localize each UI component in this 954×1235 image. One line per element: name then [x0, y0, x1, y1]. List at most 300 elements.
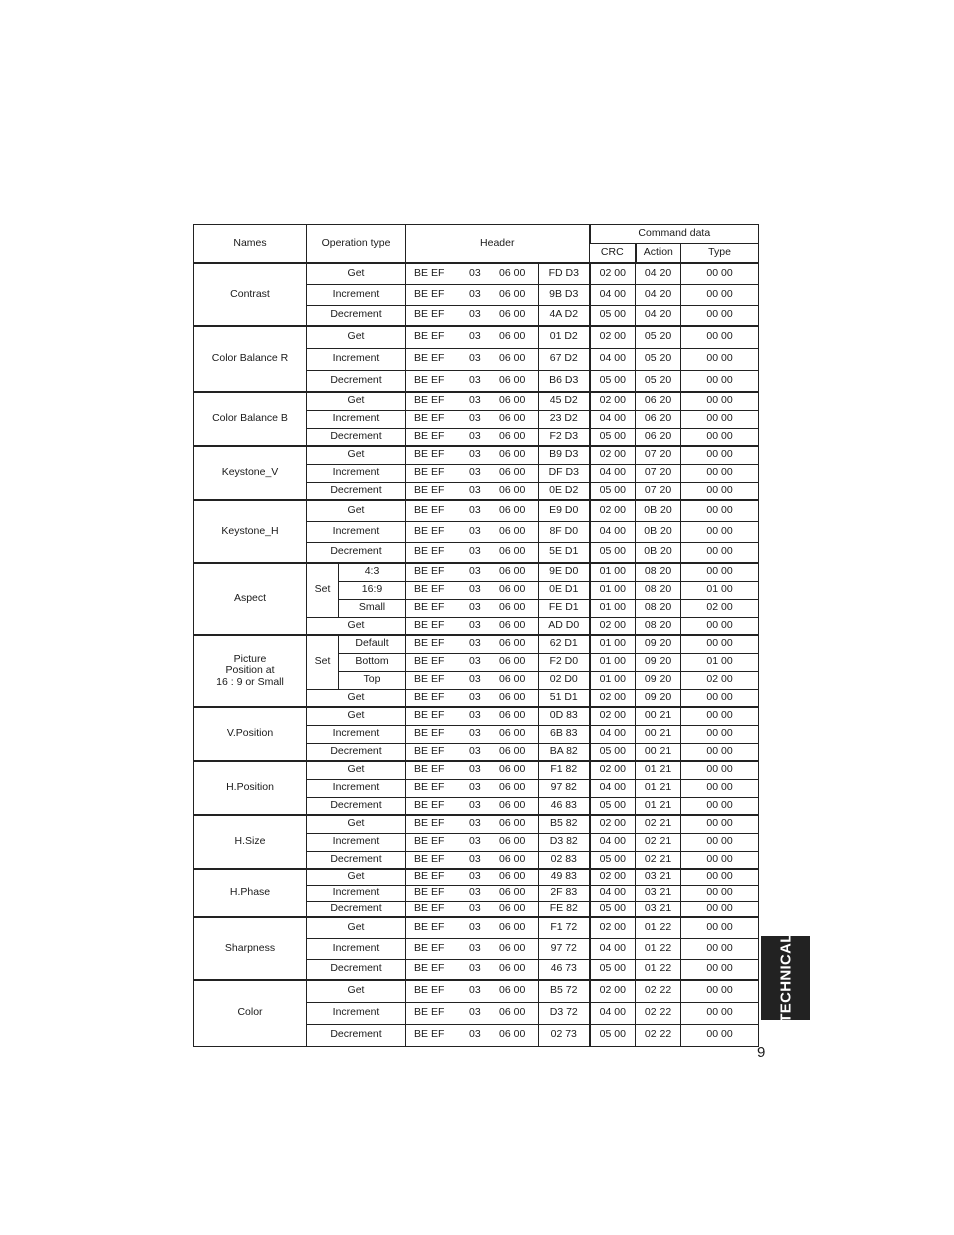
operation-option: 16:9: [339, 581, 406, 599]
header-byte: 06 00: [499, 466, 526, 479]
type-value: 03 21: [636, 885, 681, 901]
type-value: 05 20: [636, 370, 681, 392]
setting-code-value: 00 00: [681, 761, 759, 779]
action-value: 02 00: [590, 617, 636, 635]
row-group-name: Aspect: [194, 563, 307, 635]
operation-type: Decrement: [307, 1024, 406, 1046]
header-command-data: Command data: [590, 225, 759, 244]
header-byte: 03: [469, 483, 481, 496]
operation-option: 4:3: [339, 563, 406, 581]
header-byte: 06 00: [499, 798, 526, 811]
header-byte: 06 00: [499, 655, 526, 668]
setting-code-value: 00 00: [681, 851, 759, 869]
header-bytes: [406, 581, 539, 599]
action-value: 02 00: [590, 392, 636, 410]
name-line: Position at: [225, 664, 275, 677]
type-value: 08 20: [636, 581, 681, 599]
header-byte: BE EF: [414, 886, 445, 899]
operation-type: Increment: [307, 521, 406, 542]
header-byte: 06 00: [499, 266, 526, 279]
header-byte: 06 00: [499, 727, 526, 740]
header-byte: BE EF: [414, 835, 445, 848]
header-byte: BE EF: [414, 287, 445, 300]
action-value: 02 00: [590, 869, 636, 885]
action-value: 02 00: [590, 707, 636, 725]
header-byte: BE EF: [414, 984, 445, 997]
type-value: 01 21: [636, 761, 681, 779]
action-value: 01 00: [590, 563, 636, 581]
header-byte: 06 00: [499, 448, 526, 461]
action-value: 05 00: [590, 428, 636, 446]
action-value: 01 00: [590, 599, 636, 617]
crc-value: 46 83: [539, 797, 590, 815]
header-bytes: [406, 464, 539, 482]
setting-code-value: 00 00: [681, 635, 759, 653]
type-value: 06 20: [636, 428, 681, 446]
header-bytes: [406, 305, 539, 326]
crc-value: FE D1: [539, 599, 590, 617]
crc-value: 0E D1: [539, 581, 590, 599]
setting-code-value: 00 00: [681, 370, 759, 392]
header-byte: 06 00: [499, 852, 526, 865]
setting-code-value: 00 00: [681, 305, 759, 326]
action-value: 01 00: [590, 671, 636, 689]
header-byte: 06 00: [499, 781, 526, 794]
header-byte: 06 00: [499, 637, 526, 650]
header-bytes: [406, 1002, 539, 1024]
setting-code-value: 00 00: [681, 980, 759, 1002]
header-byte: 06 00: [499, 618, 526, 631]
setting-code-value: 00 00: [681, 1024, 759, 1046]
header-bytes: [406, 617, 539, 635]
header-byte: 06 00: [499, 763, 526, 776]
table-row: [194, 392, 759, 410]
setting-code-value: 00 00: [681, 1002, 759, 1024]
header-byte: 06 00: [499, 565, 526, 578]
setting-code-value: 00 00: [681, 725, 759, 743]
header-bytes: [406, 980, 539, 1002]
action-value: 05 00: [590, 305, 636, 326]
header-byte: 03: [469, 763, 481, 776]
header-byte: 03: [469, 565, 481, 578]
crc-value: 8F D0: [539, 521, 590, 542]
type-value: 02 22: [636, 1024, 681, 1046]
operation-type: Get: [307, 446, 406, 464]
header-byte: 06 00: [499, 330, 526, 343]
type-value: 03 21: [636, 869, 681, 885]
set-label: Set: [307, 635, 339, 689]
crc-value: 6B 83: [539, 725, 590, 743]
header-bytes: [406, 482, 539, 500]
header-byte: 03: [469, 984, 481, 997]
header-byte: 06 00: [499, 601, 526, 614]
setting-code-value: 00 00: [681, 464, 759, 482]
header-byte: BE EF: [414, 524, 445, 537]
crc-value: 01 D2: [539, 326, 590, 348]
header-byte: 03: [469, 817, 481, 830]
operation-type: Decrement: [307, 851, 406, 869]
row-group-name: Keystone_V: [194, 446, 307, 500]
row-group-name: H.Phase: [194, 869, 307, 917]
header-bytes: [406, 563, 539, 581]
operation-type: Increment: [307, 725, 406, 743]
type-value: 02 22: [636, 1002, 681, 1024]
header-byte: BE EF: [414, 744, 445, 757]
setting-code-value: 00 00: [681, 617, 759, 635]
crc-value: 2F 83: [539, 885, 590, 901]
table-row: [194, 263, 759, 284]
header-byte: 03: [469, 330, 481, 343]
setting-code-value: 00 00: [681, 326, 759, 348]
operation-type: Increment: [307, 348, 406, 370]
header-bytes: [406, 410, 539, 428]
operation-option: Default: [339, 635, 406, 653]
setting-code-value: 00 00: [681, 521, 759, 542]
type-value: 04 20: [636, 305, 681, 326]
table-row: [194, 635, 759, 653]
setting-code-value: 00 00: [681, 815, 759, 833]
header-bytes: [406, 743, 539, 761]
header-byte: BE EF: [414, 466, 445, 479]
header-byte: 03: [469, 266, 481, 279]
header-byte: BE EF: [414, 330, 445, 343]
table-row: [194, 980, 759, 1002]
type-value: 08 20: [636, 617, 681, 635]
operation-type: Increment: [307, 833, 406, 851]
technical-tab: [761, 933, 810, 1023]
header-byte: 06 00: [499, 941, 526, 954]
operation-type: Get: [307, 761, 406, 779]
action-value: 02 00: [590, 263, 636, 284]
header-byte: 03: [469, 1006, 481, 1019]
operation-type: Decrement: [307, 542, 406, 563]
crc-value: F1 82: [539, 761, 590, 779]
header-byte: 06 00: [499, 394, 526, 407]
header-byte: 06 00: [499, 709, 526, 722]
row-group-name: Color Balance B: [194, 392, 307, 446]
header-byte: BE EF: [414, 781, 445, 794]
action-value: 02 00: [590, 980, 636, 1002]
type-value: 09 20: [636, 689, 681, 707]
action-value: 05 00: [590, 851, 636, 869]
operation-type: Get: [307, 689, 406, 707]
header-byte: 06 00: [499, 835, 526, 848]
operation-type: Get: [307, 500, 406, 521]
header-byte: 03: [469, 835, 481, 848]
header-bytes: [406, 833, 539, 851]
type-value: 06 20: [636, 392, 681, 410]
set-label: Set: [307, 563, 339, 617]
type-value: 05 20: [636, 326, 681, 348]
setting-code-value: 00 00: [681, 885, 759, 901]
row-group-name: V.Position: [194, 707, 307, 761]
action-value: 05 00: [590, 959, 636, 980]
header-byte: BE EF: [414, 817, 445, 830]
operation-type: Increment: [307, 410, 406, 428]
type-value: 07 20: [636, 482, 681, 500]
header-bytes: [406, 635, 539, 653]
header-byte: BE EF: [414, 483, 445, 496]
type-value: 03 21: [636, 901, 681, 917]
header-bytes: [406, 761, 539, 779]
header-bytes: [406, 901, 539, 917]
type-value: 00 21: [636, 707, 681, 725]
action-value: 02 00: [590, 326, 636, 348]
header-bytes: [406, 542, 539, 563]
name-line: Picture: [233, 652, 267, 665]
crc-value: B5 72: [539, 980, 590, 1002]
type-value: 07 20: [636, 446, 681, 464]
header-byte: 03: [469, 583, 481, 596]
header-byte: 03: [469, 412, 481, 425]
type-value: 09 20: [636, 635, 681, 653]
header-byte: 06 00: [499, 1006, 526, 1019]
header-byte: 03: [469, 870, 481, 883]
technical-tab-label: TECHNICAL: [777, 933, 794, 1023]
crc-value: F2 D3: [539, 428, 590, 446]
crc-value: AD D0: [539, 617, 590, 635]
type-value: 05 20: [636, 348, 681, 370]
type-value: 04 20: [636, 263, 681, 284]
crc-value: 97 72: [539, 938, 590, 959]
header-byte: 03: [469, 352, 481, 365]
header-byte: 03: [469, 941, 481, 954]
operation-type: Decrement: [307, 370, 406, 392]
header-byte: 03: [469, 886, 481, 899]
header-byte: BE EF: [414, 655, 445, 668]
type-value: 01 22: [636, 917, 681, 938]
operation-type: Get: [307, 869, 406, 885]
setting-code-value: 00 00: [681, 392, 759, 410]
setting-code-value: 00 00: [681, 938, 759, 959]
header-bytes: [406, 392, 539, 410]
header-byte: 03: [469, 524, 481, 537]
type-value: 01 22: [636, 938, 681, 959]
setting-code-value: 00 00: [681, 959, 759, 980]
header-byte: 06 00: [499, 503, 526, 516]
table-row: [194, 815, 759, 833]
crc-value: 9E D0: [539, 563, 590, 581]
header-byte: BE EF: [414, 637, 445, 650]
setting-code-value: 00 00: [681, 797, 759, 815]
setting-code-value: 00 00: [681, 428, 759, 446]
type-value: 09 20: [636, 653, 681, 671]
header-byte: 03: [469, 1028, 481, 1041]
header-byte: 03: [469, 709, 481, 722]
action-value: 04 00: [590, 410, 636, 428]
header-bytes: [406, 1024, 539, 1046]
type-value: 09 20: [636, 671, 681, 689]
operation-type: Decrement: [307, 959, 406, 980]
header-bytes: [406, 917, 539, 938]
header-bytes: [406, 869, 539, 885]
crc-value: 02 73: [539, 1024, 590, 1046]
table-row: [194, 917, 759, 938]
setting-code-value: 00 00: [681, 263, 759, 284]
setting-code-value: 00 00: [681, 482, 759, 500]
header-byte: 06 00: [499, 287, 526, 300]
header-byte: BE EF: [414, 565, 445, 578]
type-value: 02 21: [636, 833, 681, 851]
crc-value: BA 82: [539, 743, 590, 761]
operation-type: Decrement: [307, 428, 406, 446]
header-byte: BE EF: [414, 727, 445, 740]
type-value: 01 21: [636, 797, 681, 815]
header-byte: 06 00: [499, 901, 526, 914]
action-value: 04 00: [590, 284, 636, 305]
type-value: 0B 20: [636, 521, 681, 542]
header-byte: 06 00: [499, 886, 526, 899]
type-value: 00 21: [636, 725, 681, 743]
type-value: 06 20: [636, 410, 681, 428]
crc-value: 45 D2: [539, 392, 590, 410]
header-type: Type: [681, 244, 759, 264]
row-group-name: [194, 635, 307, 707]
action-value: 02 00: [590, 689, 636, 707]
header-byte: 03: [469, 690, 481, 703]
action-value: 02 00: [590, 761, 636, 779]
header-byte: 06 00: [499, 744, 526, 757]
setting-code-value: 00 00: [681, 500, 759, 521]
table-row: [194, 446, 759, 464]
header-bytes: [406, 500, 539, 521]
header-byte: 03: [469, 429, 481, 442]
action-value: 04 00: [590, 725, 636, 743]
action-value: 04 00: [590, 779, 636, 797]
header-bytes: [406, 725, 539, 743]
header-byte: 03: [469, 920, 481, 933]
header-byte: 03: [469, 673, 481, 686]
type-value: 01 22: [636, 959, 681, 980]
name-line: 16 : 9 or Small: [216, 675, 284, 688]
table-row: [194, 500, 759, 521]
row-group-name: Contrast: [194, 263, 307, 326]
header-byte: BE EF: [414, 448, 445, 461]
setting-code-value: 01 00: [681, 581, 759, 599]
crc-value: FD D3: [539, 263, 590, 284]
header-bytes: [406, 446, 539, 464]
table-row: [194, 707, 759, 725]
action-value: 02 00: [590, 917, 636, 938]
header-byte: 03: [469, 308, 481, 321]
header-bytes: [406, 959, 539, 980]
header-byte: 03: [469, 798, 481, 811]
header-byte: 03: [469, 503, 481, 516]
type-value: 02 21: [636, 815, 681, 833]
header-byte: 06 00: [499, 373, 526, 386]
setting-code-value: 00 00: [681, 542, 759, 563]
operation-type: Decrement: [307, 305, 406, 326]
header-byte: BE EF: [414, 709, 445, 722]
action-value: 01 00: [590, 653, 636, 671]
operation-type: Increment: [307, 1002, 406, 1024]
action-value: 04 00: [590, 885, 636, 901]
crc-value: D3 72: [539, 1002, 590, 1024]
operation-type: Get: [307, 815, 406, 833]
header-byte: BE EF: [414, 266, 445, 279]
action-value: 04 00: [590, 938, 636, 959]
header-header: Header: [406, 225, 590, 264]
crc-value: 51 D1: [539, 689, 590, 707]
header-byte: 03: [469, 601, 481, 614]
setting-code-value: 00 00: [681, 869, 759, 885]
setting-code-value: 00 00: [681, 707, 759, 725]
header-byte: 06 00: [499, 483, 526, 496]
crc-value: 5E D1: [539, 542, 590, 563]
header-byte: BE EF: [414, 394, 445, 407]
header-bytes: [406, 370, 539, 392]
action-value: 05 00: [590, 370, 636, 392]
crc-value: B6 D3: [539, 370, 590, 392]
table-row: [194, 563, 759, 581]
type-value: 07 20: [636, 464, 681, 482]
header-byte: 06 00: [499, 352, 526, 365]
action-value: 05 00: [590, 1024, 636, 1046]
header-byte: 03: [469, 373, 481, 386]
operation-type: Decrement: [307, 901, 406, 917]
operation-type: Increment: [307, 938, 406, 959]
crc-value: 0D 83: [539, 707, 590, 725]
operation-type: Increment: [307, 779, 406, 797]
action-value: 02 00: [590, 500, 636, 521]
header-byte: BE EF: [414, 308, 445, 321]
header-bytes: [406, 348, 539, 370]
header-byte: 06 00: [499, 962, 526, 975]
header-byte: BE EF: [414, 763, 445, 776]
type-value: 04 20: [636, 284, 681, 305]
action-value: 05 00: [590, 482, 636, 500]
crc-value: 97 82: [539, 779, 590, 797]
header-byte: 03: [469, 901, 481, 914]
type-value: 02 21: [636, 851, 681, 869]
setting-code-value: 00 00: [681, 689, 759, 707]
header-byte: 06 00: [499, 1028, 526, 1041]
header-byte: BE EF: [414, 583, 445, 596]
setting-code-value: 00 00: [681, 743, 759, 761]
operation-type: Get: [307, 707, 406, 725]
header-bytes: [406, 428, 539, 446]
setting-code-value: 00 00: [681, 446, 759, 464]
setting-code-value: 02 00: [681, 599, 759, 617]
header-bytes: [406, 885, 539, 901]
action-value: 02 00: [590, 815, 636, 833]
header-byte: BE EF: [414, 601, 445, 614]
operation-type: Increment: [307, 284, 406, 305]
header-bytes: [406, 521, 539, 542]
header-byte: BE EF: [414, 429, 445, 442]
header-byte: BE EF: [414, 941, 445, 954]
header-byte: BE EF: [414, 690, 445, 703]
crc-value: D3 82: [539, 833, 590, 851]
header-bytes: [406, 284, 539, 305]
action-value: 02 00: [590, 446, 636, 464]
crc-value: DF D3: [539, 464, 590, 482]
operation-option: Small: [339, 599, 406, 617]
header-byte: BE EF: [414, 852, 445, 865]
action-value: 04 00: [590, 833, 636, 851]
type-value: 0B 20: [636, 500, 681, 521]
header-byte: 03: [469, 287, 481, 300]
header-byte: 03: [469, 655, 481, 668]
header-byte: BE EF: [414, 545, 445, 558]
action-value: 05 00: [590, 901, 636, 917]
header-byte: BE EF: [414, 618, 445, 631]
crc-value: F1 72: [539, 917, 590, 938]
operation-type: Decrement: [307, 743, 406, 761]
header-byte: 03: [469, 781, 481, 794]
header-byte: BE EF: [414, 901, 445, 914]
crc-value: FE 82: [539, 901, 590, 917]
